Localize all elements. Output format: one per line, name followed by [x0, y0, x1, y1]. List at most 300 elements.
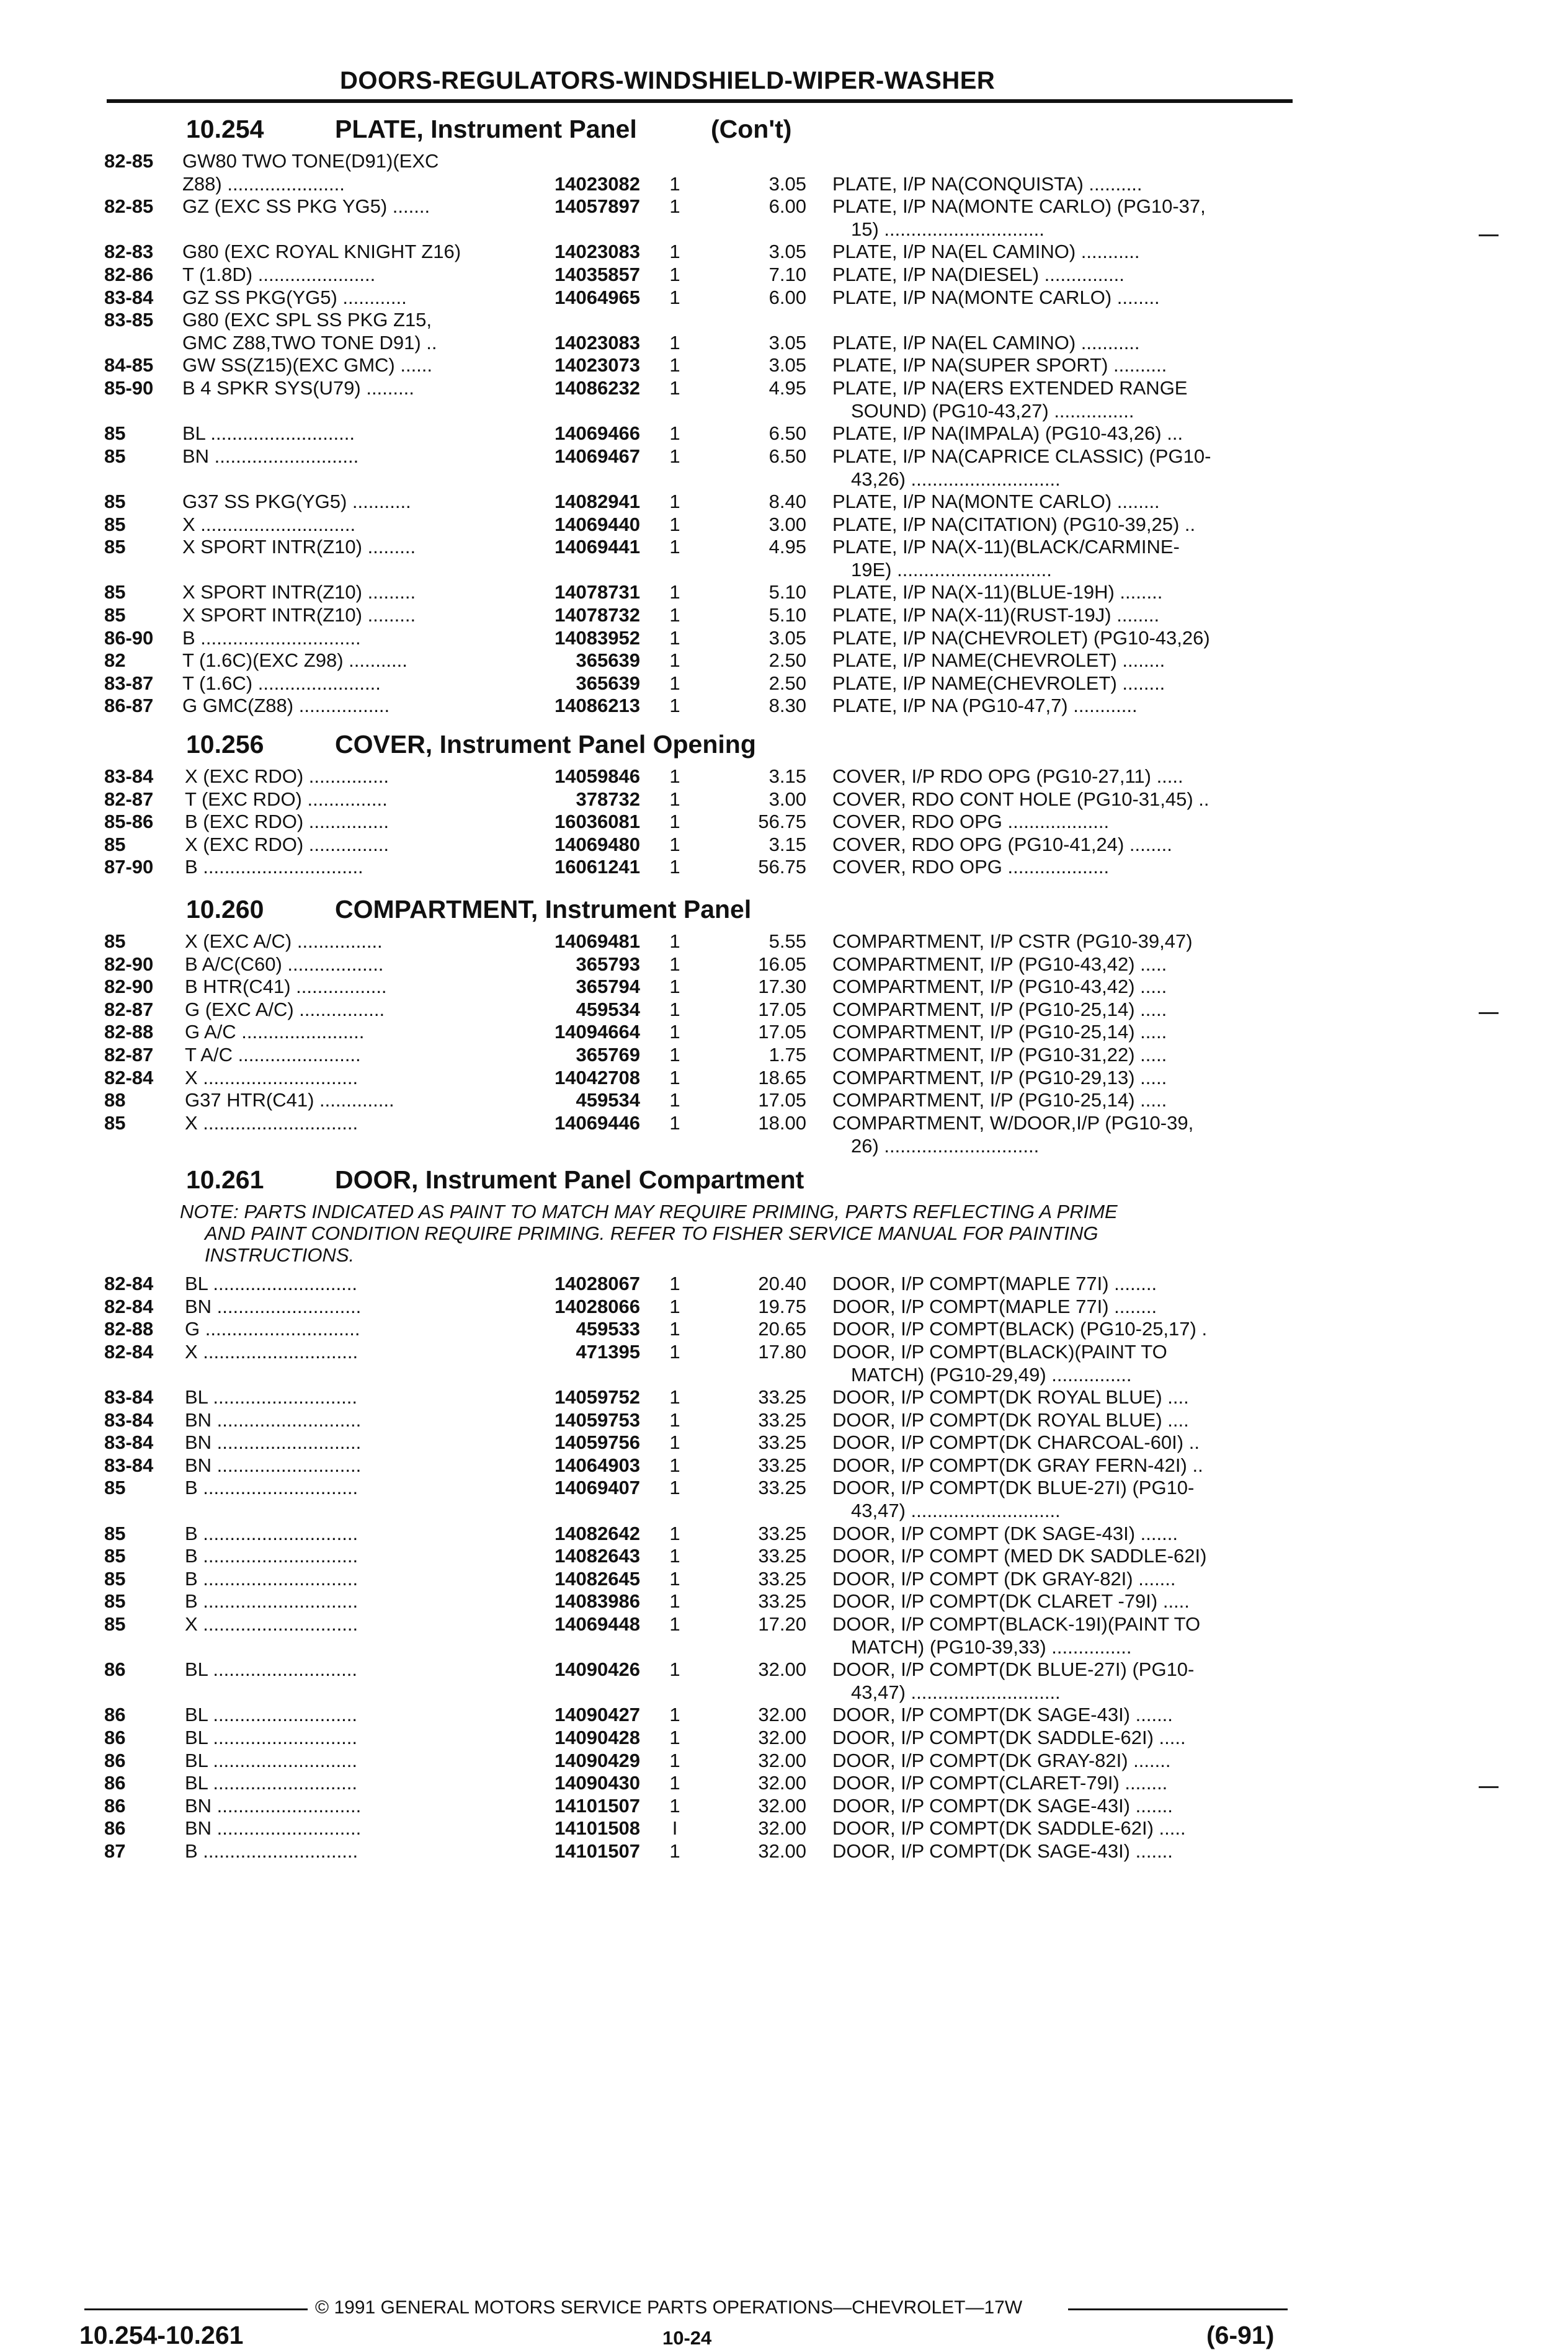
- parts-row: [0, 811, 1568, 833]
- model-years: 85: [104, 1590, 126, 1612]
- model-years: 85: [104, 1545, 126, 1567]
- part-name: PLATE, I/P NA(EL CAMINO) ...........: [832, 332, 1140, 354]
- model-years: 82-88: [104, 1318, 154, 1340]
- parts-row: [0, 377, 1568, 422]
- quantity: 1: [669, 1409, 680, 1431]
- part-number: 14069407: [555, 1477, 640, 1498]
- part-name: PLATE, I/P NA(CAPRICE CLASSIC) (PG10-: [832, 445, 1211, 467]
- parts-row: [0, 1341, 1568, 1386]
- quantity: 1: [669, 1454, 680, 1476]
- quantity: 1: [669, 264, 680, 285]
- part-name: DOOR, I/P COMPT(DK SAGE-43I) .......: [832, 1840, 1173, 1862]
- part-description: GW80 TWO TONE(D91)(EXC: [182, 150, 439, 172]
- part-number: 14069480: [555, 834, 640, 855]
- footer-date: (6-91): [1206, 2321, 1275, 2349]
- part-name: COMPARTMENT, I/P (PG10-29,13) .....: [832, 1067, 1167, 1088]
- part-description: X .............................: [185, 1112, 359, 1134]
- section-continued: (Con't): [711, 115, 792, 143]
- parts-row: [0, 834, 1568, 856]
- part-description: G A/C .......................: [185, 1021, 365, 1043]
- parts-row: [0, 1772, 1568, 1794]
- part-number: 14086213: [555, 695, 640, 716]
- price: 3.00: [768, 788, 806, 810]
- parts-row: [0, 976, 1568, 998]
- section-title: COVER, Instrument Panel Opening: [335, 730, 756, 759]
- model-years: 87: [104, 1840, 126, 1862]
- quantity: 1: [669, 856, 680, 878]
- model-years: 85: [104, 514, 126, 535]
- part-name: DOOR, I/P COMPT(DK GRAY-82I) .......: [832, 1750, 1171, 1771]
- quantity: 1: [669, 604, 680, 626]
- section-note: AND PAINT CONDITION REQUIRE PRIMING. REFER TO FISHER SERVICE MANUAL FOR PAINTING: [205, 1222, 1098, 1244]
- parts-row: [0, 649, 1568, 672]
- parts-row: [0, 1318, 1568, 1340]
- part-name: DOOR, I/P COMPT(DK GRAY FERN-42I) ..: [832, 1454, 1203, 1476]
- quantity: 1: [669, 1704, 680, 1725]
- parts-row: [0, 930, 1568, 953]
- quantity: 1: [669, 1727, 680, 1748]
- part-number: 14090427: [555, 1704, 640, 1725]
- part-number: 14069440: [555, 514, 640, 535]
- model-years: 85-90: [104, 377, 154, 399]
- price: 3.05: [768, 354, 806, 376]
- price: 33.25: [758, 1590, 806, 1612]
- quantity: 1: [669, 672, 680, 694]
- price: 3.00: [768, 514, 806, 535]
- quantity: 1: [669, 1840, 680, 1862]
- model-years: 85: [104, 1568, 126, 1590]
- model-years: 82-85: [104, 195, 154, 217]
- model-years: 85: [104, 604, 126, 626]
- quantity: 1: [669, 287, 680, 308]
- model-years: 82-90: [104, 976, 154, 997]
- parts-row: [0, 581, 1568, 603]
- quantity: 1: [669, 1568, 680, 1590]
- price: 20.65: [758, 1318, 806, 1340]
- price: 17.30: [758, 976, 806, 997]
- model-years: 82-84: [104, 1273, 154, 1294]
- part-description: T A/C .......................: [185, 1044, 361, 1066]
- part-description: G GMC(Z88) .................: [182, 695, 390, 716]
- part-description: BN ...........................: [185, 1817, 362, 1839]
- part-description: G80 (EXC SPL SS PKG Z15,: [182, 309, 432, 331]
- part-name: PLATE, I/P NAME(CHEVROLET) ........: [832, 672, 1165, 694]
- part-number: 459534: [576, 999, 640, 1020]
- part-number: 14090429: [555, 1750, 640, 1771]
- part-name: PLATE, I/P NA(CHEVROLET) (PG10-43,26): [832, 627, 1210, 649]
- part-description: BL ...........................: [185, 1772, 357, 1794]
- part-name: COMPARTMENT, I/P CSTR (PG10-39,47): [832, 930, 1193, 952]
- part-description: BL ...........................: [185, 1727, 357, 1748]
- section-number: 10.256: [186, 730, 264, 759]
- part-number: 14082643: [555, 1545, 640, 1567]
- parts-row: [0, 1704, 1568, 1726]
- part-name: COMPARTMENT, I/P (PG10-43,42) .....: [832, 976, 1167, 997]
- price: 1.75: [768, 1044, 806, 1066]
- parts-row: [0, 788, 1568, 811]
- parts-row: [0, 1273, 1568, 1295]
- part-description: BN ...........................: [185, 1296, 362, 1317]
- part-number: 14090428: [555, 1727, 640, 1748]
- part-description: X .............................: [185, 1067, 359, 1088]
- quantity: 1: [669, 1089, 680, 1111]
- price: 3.05: [768, 173, 806, 195]
- model-years: 83-84: [104, 765, 154, 787]
- model-years: 82-84: [104, 1067, 154, 1088]
- part-name: PLATE, I/P NA(SUPER SPORT) ..........: [832, 354, 1167, 376]
- quantity: 1: [669, 1273, 680, 1294]
- price: 2.50: [768, 672, 806, 694]
- quantity: 1: [669, 1341, 680, 1363]
- part-number: 14090426: [555, 1658, 640, 1680]
- model-years: 86-87: [104, 695, 154, 716]
- quantity: 1: [669, 649, 680, 671]
- parts-row: [0, 1817, 1568, 1840]
- part-description: B .............................: [185, 1523, 359, 1544]
- model-years: 84-85: [104, 354, 154, 376]
- parts-row: [0, 445, 1568, 490]
- price: 3.15: [768, 834, 806, 855]
- part-name: PLATE, I/P NA(EL CAMINO) ...........: [832, 241, 1140, 262]
- part-number: 365769: [576, 1044, 640, 1066]
- part-name-continued: MATCH) (PG10-39,33) ...............: [851, 1636, 1132, 1658]
- parts-row: [0, 627, 1568, 649]
- quantity: 1: [669, 332, 680, 354]
- section-title: DOOR, Instrument Panel Compartment: [335, 1165, 804, 1194]
- price: 5.10: [768, 604, 806, 626]
- part-description: BN ...........................: [185, 1795, 362, 1817]
- part-name: PLATE, I/P NA (PG10-47,7) ............: [832, 695, 1138, 716]
- quantity: 1: [669, 1296, 680, 1317]
- part-description: BN ...........................: [185, 1431, 362, 1453]
- part-number: 16061241: [555, 856, 640, 878]
- price: 33.25: [758, 1477, 806, 1498]
- part-number: 14090430: [555, 1772, 640, 1794]
- parts-row: [0, 536, 1568, 581]
- price: 32.00: [758, 1658, 806, 1680]
- part-number: 365639: [576, 649, 640, 671]
- part-description: B 4 SPKR SYS(U79) .........: [182, 377, 414, 399]
- footer-copyright: © 1991 GENERAL MOTORS SERVICE PARTS OPERATIONS—CHEVROLET—17W: [315, 2297, 1023, 2318]
- part-name: DOOR, I/P COMPT (MED DK SADDLE-62I): [832, 1545, 1207, 1567]
- model-years: 86: [104, 1658, 126, 1680]
- parts-row: [0, 1590, 1568, 1613]
- price: 17.20: [758, 1613, 806, 1635]
- part-description: X SPORT INTR(Z10) .........: [182, 604, 416, 626]
- price: 32.00: [758, 1840, 806, 1862]
- model-years: 82-86: [104, 264, 154, 285]
- part-description: B ..............................: [185, 856, 363, 878]
- price: 32.00: [758, 1772, 806, 1794]
- part-description: BL ...........................: [182, 422, 355, 444]
- parts-row: [0, 1067, 1568, 1089]
- model-years: 82-90: [104, 953, 154, 975]
- part-name: COMPARTMENT, I/P (PG10-25,14) .....: [832, 1089, 1167, 1111]
- part-name: DOOR, I/P COMPT (DK SAGE-43I) .......: [832, 1523, 1178, 1544]
- section-number: 10.261: [186, 1165, 264, 1194]
- parts-row: [0, 264, 1568, 286]
- model-years: 85: [104, 536, 126, 558]
- model-years: 82-88: [104, 1021, 154, 1043]
- quantity: 1: [669, 1477, 680, 1498]
- model-years: 82-84: [104, 1341, 154, 1363]
- quantity: 1: [669, 1386, 680, 1408]
- part-description: X .............................: [185, 1613, 359, 1635]
- quantity: 1: [669, 445, 680, 467]
- part-number: 14042708: [555, 1067, 640, 1088]
- part-name: DOOR, I/P COMPT(DK BLUE-27I) (PG10-: [832, 1477, 1195, 1498]
- part-name-continued: 26) .............................: [851, 1134, 1040, 1157]
- quantity: 1: [669, 1431, 680, 1453]
- part-description: X (EXC A/C) ................: [185, 930, 383, 952]
- price: 8.30: [768, 695, 806, 716]
- parts-row: [0, 604, 1568, 626]
- part-description: BL ...........................: [185, 1750, 357, 1771]
- quantity: 1: [669, 1112, 680, 1134]
- part-number: 14035857: [555, 264, 640, 285]
- parts-row: [0, 309, 1568, 331]
- part-number: 14082645: [555, 1568, 640, 1590]
- model-years: 83-85: [104, 309, 154, 331]
- model-years: 83-84: [104, 1431, 154, 1453]
- quantity: 1: [669, 1772, 680, 1794]
- quantity: 1: [669, 1318, 680, 1340]
- quantity: 1: [669, 811, 680, 832]
- part-name: COVER, RDO OPG ...................: [832, 811, 1110, 832]
- part-name: DOOR, I/P COMPT(CLARET-79I) ........: [832, 1772, 1168, 1794]
- model-years: 85: [104, 491, 126, 512]
- model-years: 86: [104, 1772, 126, 1794]
- model-years: 85: [104, 581, 126, 603]
- price: 32.00: [758, 1704, 806, 1725]
- price: 6.50: [768, 445, 806, 467]
- quantity: 1: [669, 1044, 680, 1066]
- parts-row: [0, 695, 1568, 717]
- price: 32.00: [758, 1750, 806, 1771]
- section-title: PLATE, Instrument Panel: [335, 115, 637, 143]
- part-name: DOOR, I/P COMPT(DK ROYAL BLUE) ....: [832, 1386, 1189, 1408]
- part-name-continued: 43,47) ............................: [851, 1499, 1061, 1521]
- quantity: 1: [669, 195, 680, 217]
- model-years: 85: [104, 445, 126, 467]
- part-name-continued: 43,47) ............................: [851, 1681, 1061, 1703]
- parts-row: [0, 1727, 1568, 1749]
- quantity: 1: [669, 354, 680, 376]
- part-description: X SPORT INTR(Z10) .........: [182, 536, 416, 558]
- quantity: 1: [669, 491, 680, 512]
- quantity: 1: [669, 788, 680, 810]
- model-years: 82-84: [104, 1296, 154, 1317]
- part-description: B .............................: [185, 1545, 359, 1567]
- part-description: B .............................: [185, 1840, 359, 1862]
- price: 33.25: [758, 1545, 806, 1567]
- part-description: B .............................: [185, 1568, 359, 1590]
- price: 17.05: [758, 1021, 806, 1043]
- part-number: 14064903: [555, 1454, 640, 1476]
- parts-row: [0, 1089, 1568, 1111]
- parts-row: [0, 856, 1568, 878]
- part-name-continued: SOUND) (PG10-43,27) ...............: [851, 399, 1134, 422]
- part-description: BN ...........................: [182, 445, 359, 467]
- part-description: GZ (EXC SS PKG YG5) .......: [182, 195, 430, 217]
- part-description: BN ...........................: [185, 1454, 362, 1476]
- part-number: 14078731: [555, 581, 640, 603]
- part-name-continued: 15) ..............................: [851, 218, 1045, 240]
- part-number: 14069481: [555, 930, 640, 952]
- price: 3.05: [768, 241, 806, 262]
- quantity: 1: [669, 1067, 680, 1088]
- quantity: 1: [669, 1750, 680, 1771]
- part-number: 14059753: [555, 1409, 640, 1431]
- parts-row: [0, 173, 1568, 195]
- part-name: PLATE, I/P NA(CITATION) (PG10-39,25) ..: [832, 514, 1196, 535]
- part-name: PLATE, I/P NA(X-11)(BLUE-19H) ........: [832, 581, 1163, 603]
- part-description: GW SS(Z15)(EXC GMC) ......: [182, 354, 433, 376]
- price: 17.05: [758, 1089, 806, 1111]
- part-description: X .............................: [185, 1341, 359, 1363]
- part-number: 459533: [576, 1318, 640, 1340]
- part-name: COVER, RDO OPG ...................: [832, 856, 1110, 878]
- footer-rule-left: [84, 2308, 308, 2310]
- parts-row: [0, 1545, 1568, 1567]
- price: 3.15: [768, 765, 806, 787]
- parts-row: [0, 332, 1568, 354]
- part-number: 365639: [576, 672, 640, 694]
- model-years: 85: [104, 1112, 126, 1134]
- price: 17.80: [758, 1341, 806, 1363]
- model-years: 83-87: [104, 672, 154, 694]
- section-title: COMPARTMENT, Instrument Panel: [335, 895, 752, 924]
- model-years: 86: [104, 1817, 126, 1839]
- model-years: 85: [104, 1523, 126, 1544]
- part-number: 14069466: [555, 422, 640, 444]
- quantity: 1: [669, 953, 680, 975]
- part-number: 14023083: [555, 241, 640, 262]
- part-number: 14069448: [555, 1613, 640, 1635]
- part-name: DOOR, I/P COMPT(DK SADDLE-62I) .....: [832, 1727, 1186, 1748]
- part-description: Z88) ......................: [182, 173, 345, 195]
- model-years: 83-84: [104, 1454, 154, 1476]
- part-number: 14082941: [555, 491, 640, 512]
- price: 5.10: [768, 581, 806, 603]
- quantity: 1: [669, 627, 680, 649]
- parts-row: [0, 354, 1568, 376]
- price: 18.65: [758, 1067, 806, 1088]
- section-note: INSTRUCTIONS.: [205, 1244, 355, 1266]
- part-description: G80 (EXC ROYAL KNIGHT Z16): [182, 241, 461, 262]
- model-years: 83-84: [104, 287, 154, 308]
- part-number: 14069441: [555, 536, 640, 558]
- footer-page-number: 10-24: [662, 2327, 712, 2349]
- parts-row: [0, 1658, 1568, 1703]
- header-rule: [107, 99, 1293, 103]
- quantity: 1: [669, 536, 680, 558]
- price: 33.25: [758, 1568, 806, 1590]
- part-number: 14069467: [555, 445, 640, 467]
- model-years: 82-83: [104, 241, 154, 262]
- part-name: COVER, RDO OPG (PG10-41,24) ........: [832, 834, 1172, 855]
- parts-row: [0, 672, 1568, 695]
- quantity: I: [672, 1817, 678, 1839]
- price: 6.00: [768, 287, 806, 308]
- part-number: 14023082: [555, 173, 640, 195]
- part-description: X (EXC RDO) ...............: [185, 765, 389, 787]
- model-years: 82-87: [104, 788, 154, 810]
- part-number: 365794: [576, 976, 640, 997]
- part-number: 14083952: [555, 627, 640, 649]
- part-name-continued: 19E) .............................: [851, 558, 1052, 581]
- part-name: PLATE, I/P NA(IMPALA) (PG10-43,26) ...: [832, 422, 1183, 444]
- model-years: 86: [104, 1727, 126, 1748]
- part-description: T (1.6C)(EXC Z98) ...........: [182, 649, 408, 671]
- quantity: 1: [669, 581, 680, 603]
- price: 33.25: [758, 1523, 806, 1544]
- part-number: 14023083: [555, 332, 640, 354]
- price: 5.55: [768, 930, 806, 952]
- part-name: DOOR, I/P COMPT(DK SAGE-43I) .......: [832, 1704, 1173, 1725]
- price: 3.05: [768, 332, 806, 354]
- part-name: PLATE, I/P NA(CONQUISTA) ..........: [832, 173, 1143, 195]
- part-number: 459534: [576, 1089, 640, 1111]
- part-name: COVER, I/P RDO OPG (PG10-27,11) .....: [832, 765, 1183, 787]
- part-number: 14064965: [555, 287, 640, 308]
- quantity: 1: [669, 173, 680, 195]
- parts-row: [0, 241, 1568, 263]
- part-name: DOOR, I/P COMPT(DK ROYAL BLUE) ....: [832, 1409, 1189, 1431]
- quantity: 1: [669, 695, 680, 716]
- price: 32.00: [758, 1817, 806, 1839]
- parts-row: [0, 1112, 1568, 1157]
- parts-row: [0, 491, 1568, 513]
- model-years: 85: [104, 1477, 126, 1498]
- price: 56.75: [758, 811, 806, 832]
- parts-row: [0, 1021, 1568, 1043]
- quantity: 1: [669, 422, 680, 444]
- part-number: 14101507: [555, 1795, 640, 1817]
- quantity: 1: [669, 1021, 680, 1043]
- parts-row: [0, 1523, 1568, 1545]
- part-description: B A/C(C60) ..................: [185, 953, 384, 975]
- part-name: COMPARTMENT, W/DOOR,I/P (PG10-39,: [832, 1112, 1194, 1134]
- part-number: 14101508: [555, 1817, 640, 1839]
- parts-row: [0, 1296, 1568, 1318]
- part-description: G37 HTR(C41) ..............: [185, 1089, 394, 1111]
- section-number: 10.260: [186, 895, 264, 924]
- part-name: COMPARTMENT, I/P (PG10-43,42) .....: [832, 953, 1167, 975]
- footer-rule-right: [1068, 2308, 1288, 2310]
- quantity: 1: [669, 999, 680, 1020]
- model-years: 83-84: [104, 1386, 154, 1408]
- part-description: G .............................: [185, 1318, 360, 1340]
- part-number: 14059752: [555, 1386, 640, 1408]
- part-name: COMPARTMENT, I/P (PG10-25,14) .....: [832, 999, 1167, 1020]
- price: 33.25: [758, 1431, 806, 1453]
- model-years: 85: [104, 930, 126, 952]
- quantity: 1: [669, 1545, 680, 1567]
- part-name-continued: 43,26) ............................: [851, 468, 1061, 490]
- model-years: 87-90: [104, 856, 154, 878]
- quantity: 1: [669, 1523, 680, 1544]
- price: 18.00: [758, 1112, 806, 1134]
- parts-row: [0, 422, 1568, 445]
- part-number: 14078732: [555, 604, 640, 626]
- parts-row: [0, 150, 1568, 172]
- price: 33.25: [758, 1409, 806, 1431]
- part-name: DOOR, I/P COMPT(DK SADDLE-62I) .....: [832, 1817, 1186, 1839]
- price: 8.40: [768, 491, 806, 512]
- parts-row: [0, 1750, 1568, 1772]
- quantity: 1: [669, 976, 680, 997]
